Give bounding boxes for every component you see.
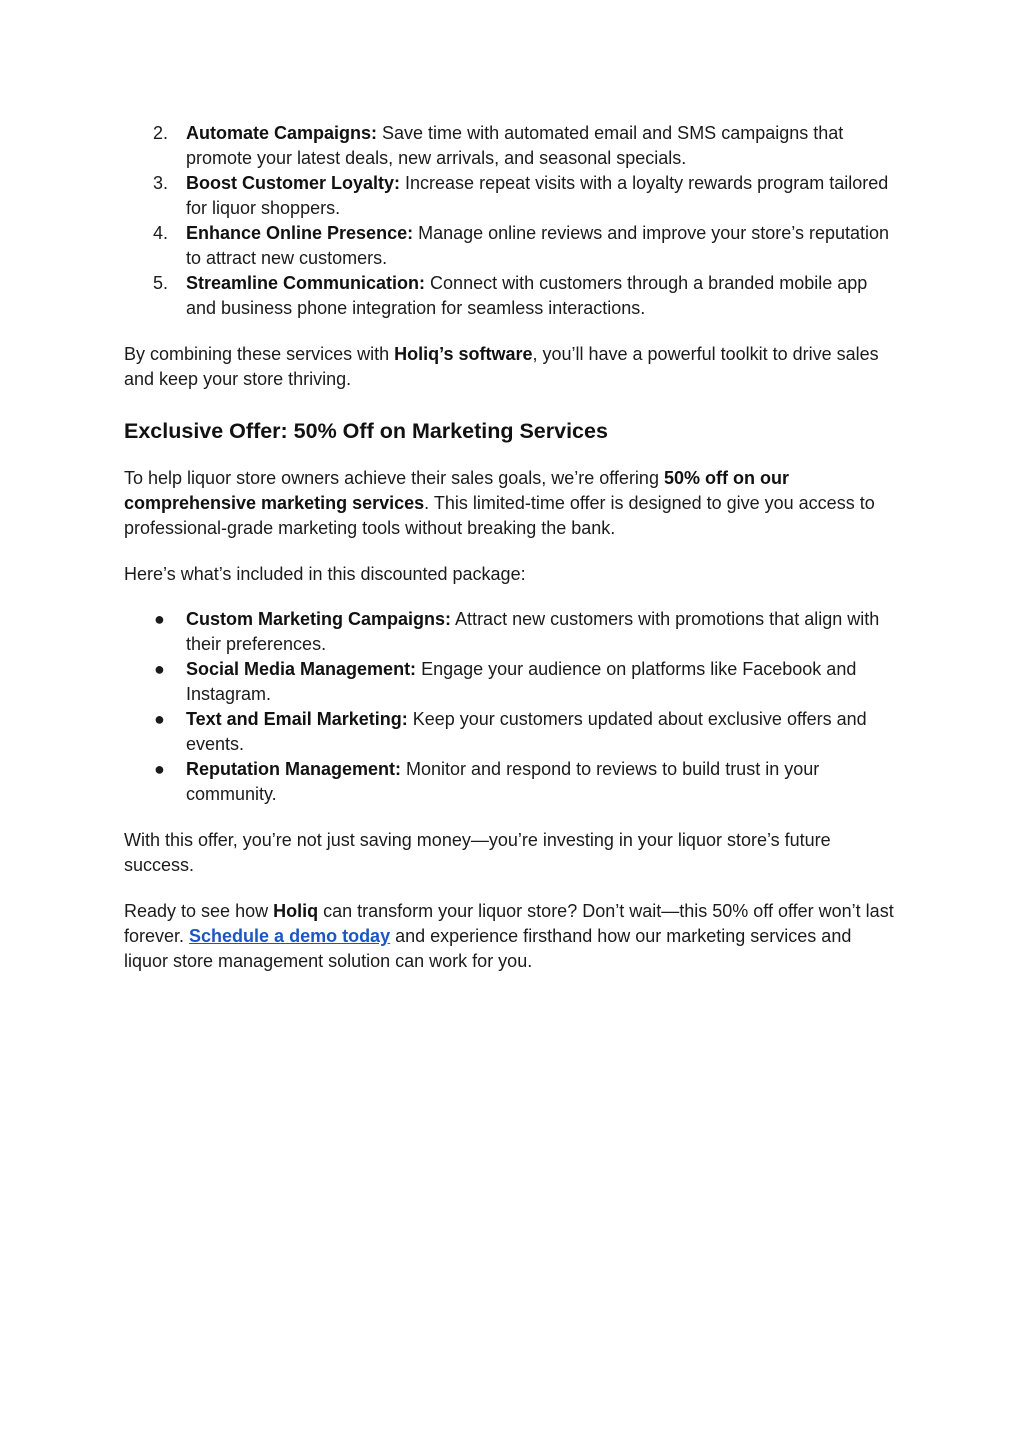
combining-paragraph — [124, 342, 900, 392]
paragraph-text: By combining these services with — [124, 344, 395, 364]
paragraph-text: can transform your liquor store? Don’t wait—this 50% off offer won’t last forever. — [124, 901, 894, 946]
list-item — [124, 707, 900, 757]
list-item — [124, 271, 900, 321]
list-item-title: Text and Email Marketing: — [186, 709, 408, 729]
bullet-icon: ● — [154, 659, 165, 679]
list-item-title: Enhance Online Presence: — [186, 223, 414, 243]
schedule-demo-link[interactable]: Schedule a demo today — [189, 926, 391, 946]
list-marker: 2. — [153, 123, 169, 143]
list-item — [124, 757, 900, 807]
list-item-title: Social Media Management: — [186, 659, 417, 679]
list-marker: 3. — [153, 173, 169, 193]
offer-heading: Exclusive Offer: 50% Off on Marketing Services — [124, 419, 608, 443]
paragraph-text: To help liquor store owners achieve their sales goals, we’re offering — [124, 468, 664, 488]
list-item-title: Custom Marketing Campaigns: — [186, 609, 452, 629]
included-intro: Here’s what’s included in this discounted package: — [124, 564, 526, 584]
document-page — [124, 121, 900, 974]
list-marker: 5. — [153, 273, 169, 293]
list-marker: 4. — [153, 223, 169, 243]
list-item-text: Save time with automated email and SMS campaigns that promote your latest deals, new arrivals, and seasonal specials. — [186, 123, 844, 168]
list-item — [124, 121, 900, 171]
list-item-title: Automate Campaigns: — [186, 123, 378, 143]
list-item — [124, 607, 900, 657]
paragraph-text: . This limited-time offer is designed to give you access to professional-grade marketing tools without breaking the bank. — [124, 493, 875, 538]
offer-paragraph — [124, 466, 900, 541]
list-item-text: Engage your audience on platforms like Facebook and Instagram. — [186, 659, 857, 704]
paragraph-bold: Holiq — [273, 901, 319, 921]
numbered-list — [124, 121, 900, 321]
bullet-list — [124, 607, 900, 807]
list-item-title: Boost Customer Loyalty: — [186, 173, 401, 193]
list-item-text: Keep your customers updated about exclusive offers and events. — [186, 709, 867, 754]
bullet-icon: ● — [154, 709, 165, 729]
list-item-text: Monitor and respond to reviews to build trust in your community. — [186, 759, 820, 804]
saving-paragraph: With this offer, you’re not just saving money—you’re investing in your liquor store’s future success. — [124, 830, 831, 875]
list-item-text: Connect with customers through a branded mobile app and business phone integration for seamless interactions. — [186, 273, 868, 318]
paragraph-bold: Holiq’s software — [394, 344, 533, 364]
closing-paragraph — [124, 899, 900, 974]
paragraph-text: Ready to see how — [124, 901, 274, 921]
paragraph-text: and experience firsthand how our marketing services and liquor store management solution can work for you. — [124, 926, 852, 971]
list-item-text: Manage online reviews and improve your store’s reputation to attract new customers. — [186, 223, 890, 268]
paragraph-bold: 50% off on our comprehensive marketing services — [124, 468, 789, 513]
list-item-title: Reputation Management: — [186, 759, 402, 779]
bullet-icon: ● — [154, 609, 165, 629]
list-item-text: Attract new customers with promotions that align with their preferences. — [186, 609, 880, 654]
list-item — [124, 657, 900, 707]
list-item-text: Increase repeat visits with a loyalty rewards program tailored for liquor shoppers. — [186, 173, 889, 218]
bullet-icon: ● — [154, 759, 165, 779]
list-item — [124, 171, 900, 221]
paragraph-text: , you’ll have a powerful toolkit to drive sales and keep your store thriving. — [124, 344, 879, 389]
list-item-title: Streamline Communication: — [186, 273, 426, 293]
list-item — [124, 221, 900, 271]
